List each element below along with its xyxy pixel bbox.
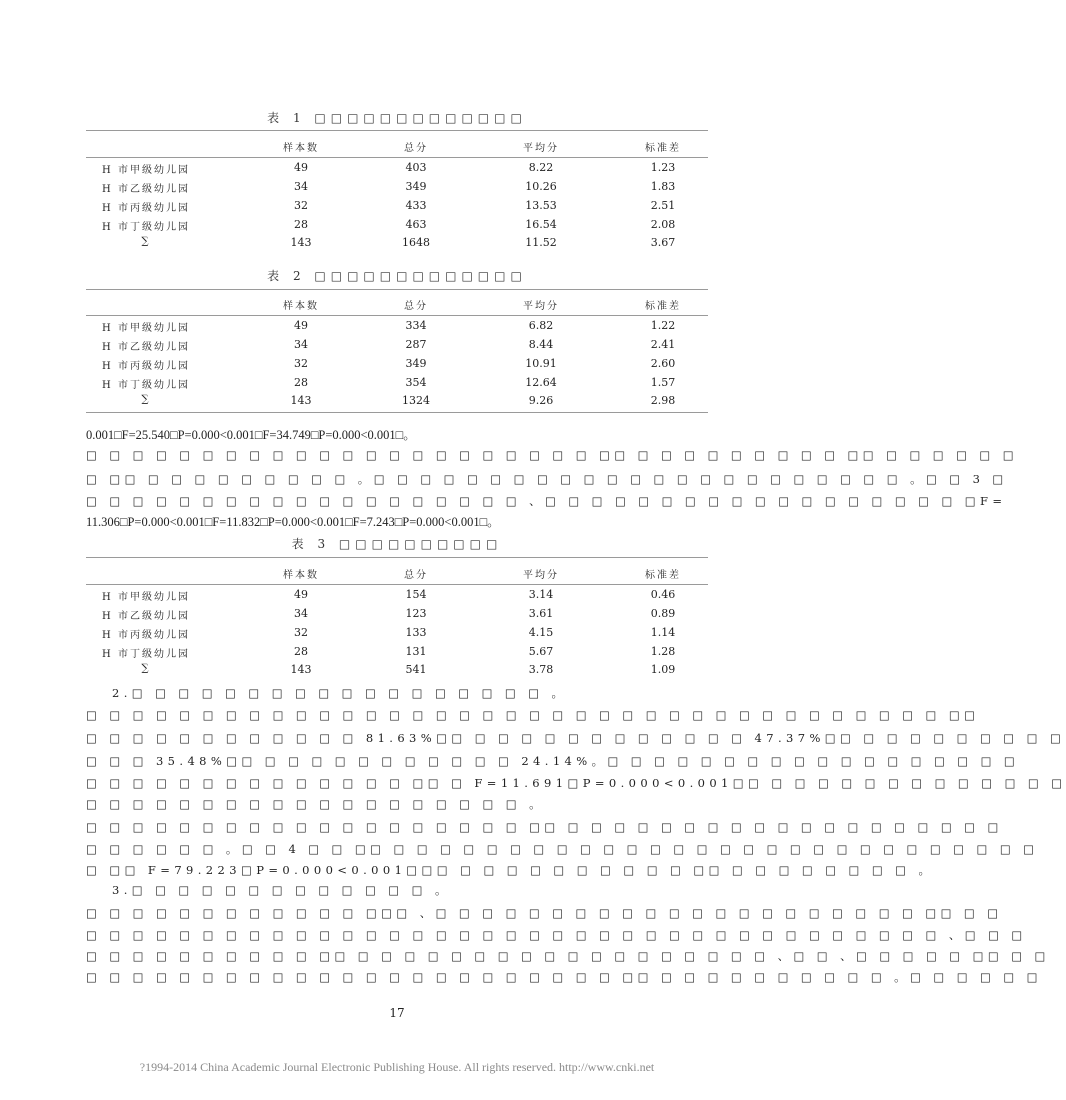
table-row: H 市甲级幼儿园 49 403 8.22 1.23 (102, 161, 676, 176)
table-row: H 市乙级幼儿园 34 287 8.44 2.41 (102, 338, 676, 353)
page-number: 17 (389, 1006, 405, 1020)
header-mean-score: 平均分 (523, 570, 559, 581)
header-total-score: 总分 (404, 143, 428, 154)
table-row-total: ∑ 143 541 3.78 1.09 (141, 663, 676, 676)
text-line: 11.306□P=0.000<0.001□F=11.832□P=0.000<0.001□F=7.243□P=0.000<0.001□。 (86, 515, 500, 529)
text-line: □ □ □ □ □ □ □ □ □ □ □ □ □□□ 、□ □ □ □ □ □ □ □ □ □ □ □ □ □ □ □ □ □ □ □ □ □□ □ □ (86, 906, 1003, 920)
header-sample-count: 样本数 (283, 570, 319, 581)
section-heading: 2.□ □ □ □ □ □ □ □ □ □ □ □ □ □ □ □ □ □ 。 (112, 686, 568, 700)
table-top-rule (86, 130, 708, 131)
header-total-score: 总分 (404, 301, 428, 312)
header-std-dev: 标准差 (645, 301, 681, 312)
table-bottom-rule (86, 412, 708, 413)
table-row: H 市乙级幼儿园 34 349 10.26 1.83 (102, 180, 676, 195)
text-line: □ □ □ □ □ □ □ □ □ □ □ □ □ □ □ □ □ □ □ □□ □ □ □ □ □ □ □ □ □ □ □ □ □ □ □ □ □ □ □ (86, 820, 1003, 834)
header-mean-score: 平均分 (523, 301, 559, 312)
table-header-rule (86, 157, 708, 158)
text-line: □ □ □ □ □ □ □ □ □ □ □ □ 81.63%□□ □ □ □ □ □ □ □ □ □ □ □ □ 47.37%□□ □ □ □ □ □ □ □ □ □ (86, 731, 1066, 745)
copyright-footer: ?1994-2014 China Academic Journal Electronic Publishing House. All rights reserved. http://www.cnki.net (139, 1060, 655, 1074)
header-mean-score: 平均分 (523, 143, 559, 154)
header-std-dev: 标准差 (645, 570, 681, 581)
table-row-total: ∑ 143 1324 9.26 2.98 (141, 394, 676, 407)
table-row-total: ∑ 143 1648 11.52 3.67 (141, 236, 676, 249)
text-line: □ □□ □ □ □ □ □ □ □ □ □ 。□ □ □ □ □ □ □ □ □ □ □ □ □ □ □ □ □ □ □ □ □ □ □ 。□ □ 3 □ (86, 472, 1008, 486)
table-row: H 市丙级幼儿园 32 133 4.15 1.14 (102, 626, 676, 641)
table-row: H 市丙级幼儿园 32 433 13.53 2.51 (102, 199, 676, 214)
table-header-row (86, 139, 708, 157)
text-line: □ □□ F=79.223□P=0.000<0.001□□□ □ □ □ □ □ □ □ □ □ □ □□ □ □ □ □ □ □ □ □ 。 (86, 863, 935, 877)
text-line: □ □ □ 35.48%□□ □ □ □ □ □ □ □ □ □ □ □ 24.14%。□ □ □ □ □ □ □ □ □ □ □ □ □ □ □ □ □ □ (86, 754, 1020, 768)
text-line: □ □ □ □ □ □ □ □ □ □ □ □ □ □ □ □ □ □ □ □ □ □ □ □ □ □ □ □ □ □ □ □ □ □ □ □ □ 、□ □ □ (86, 928, 1027, 942)
header-total-score: 总分 (404, 570, 428, 581)
table-row: H 市丁级幼儿园 28 354 12.64 1.57 (102, 376, 676, 391)
table-row: H 市乙级幼儿园 34 123 3.61 0.89 (102, 607, 676, 622)
table-row: H 市甲级幼儿园 49 154 3.14 0.46 (102, 588, 676, 603)
table-1-caption: 表 1 □□□□□□□□□□□□□ (267, 111, 527, 125)
table-row: H 市丁级幼儿园 28 463 16.54 2.08 (102, 218, 676, 233)
table-header-rule (86, 315, 708, 316)
header-sample-count: 样本数 (283, 143, 319, 154)
table-header-rule (86, 584, 708, 585)
text-line: □ □ □ □ □ □ □ □ □ □ □ □ □ □ □ □ □ □ □ 、□ □ □ □ □ □ □ □ □ □ □ □ □ □ □ □ □ □ □F= (86, 494, 1007, 508)
text-line: 0.001□F=25.540□P=0.000<0.001□F=34.749□P=0.000<0.001□。 (86, 428, 416, 442)
text-line: □ □ □ □ □ □ □ □ □ □ □ □ □ □ □□ □ F=11.691□P=0.000<0.001□□ □ □ □ □ □ □ □ □ □ □ □ □ □ (86, 776, 1066, 790)
section-heading: 3.□ □ □ □ □ □ □ □ □ □ □ □ □ 。 (112, 883, 451, 897)
table-row: H 市甲级幼儿园 49 334 6.82 1.22 (102, 319, 676, 334)
table-3-caption: 表 3 □□□□□□□□□□ (291, 537, 503, 551)
text-line: □ □ □ □ □ □ □ □ □ □ □ □ □ □ □ □ □ □ □ 。 (86, 797, 545, 811)
text-line: □ □ □ □ □ □ 。□ □ 4 □ □ □□ □ □ □ □ □ □ □ □ □ □ □ □ □ □ □ □ □ □ □ □ □ □ □ □ □ □ □ □ (86, 842, 1039, 856)
table-row: H 市丁级幼儿园 28 131 5.67 1.28 (102, 645, 676, 660)
text-line: □ □ □ □ □ □ □ □ □ □ □ □ □ □ □ □ □ □ □ □ □ □ □□ □ □ □ □ □ □ □ □ □ □□ □ □ □ □ □ □ (86, 448, 1018, 462)
header-std-dev: 标准差 (645, 143, 681, 154)
table-header-row (86, 566, 708, 584)
text-line: □ □ □ □ □ □ □ □ □ □ □□ □ □ □ □ □ □ □ □ □ □ □ □ □ □ □ □ □ □ 、□ □ 、□ □ □ □ □ □□ □ □ (86, 949, 1050, 963)
table-row: H 市丙级幼儿园 32 349 10.91 2.60 (102, 357, 676, 372)
table-top-rule (86, 289, 708, 290)
table-header-row (86, 297, 708, 315)
text-line: □ □ □ □ □ □ □ □ □ □ □ □ □ □ □ □ □ □ □ □ □ □ □ □ □ □ □ □ □ □ □ □ □ □ □ □ □ □□ (86, 708, 980, 722)
header-sample-count: 样本数 (283, 301, 319, 312)
table-2-caption: 表 2 □□□□□□□□□□□□□ (267, 269, 527, 283)
text-line: □ □ □ □ □ □ □ □ □ □ □ □ □ □ □ □ □ □ □ □ □ □ □ □□ □ □ □ □ □ □ □ □ □ □ 。□ □ □ □ □ □ (86, 970, 1042, 984)
table-top-rule (86, 557, 708, 558)
